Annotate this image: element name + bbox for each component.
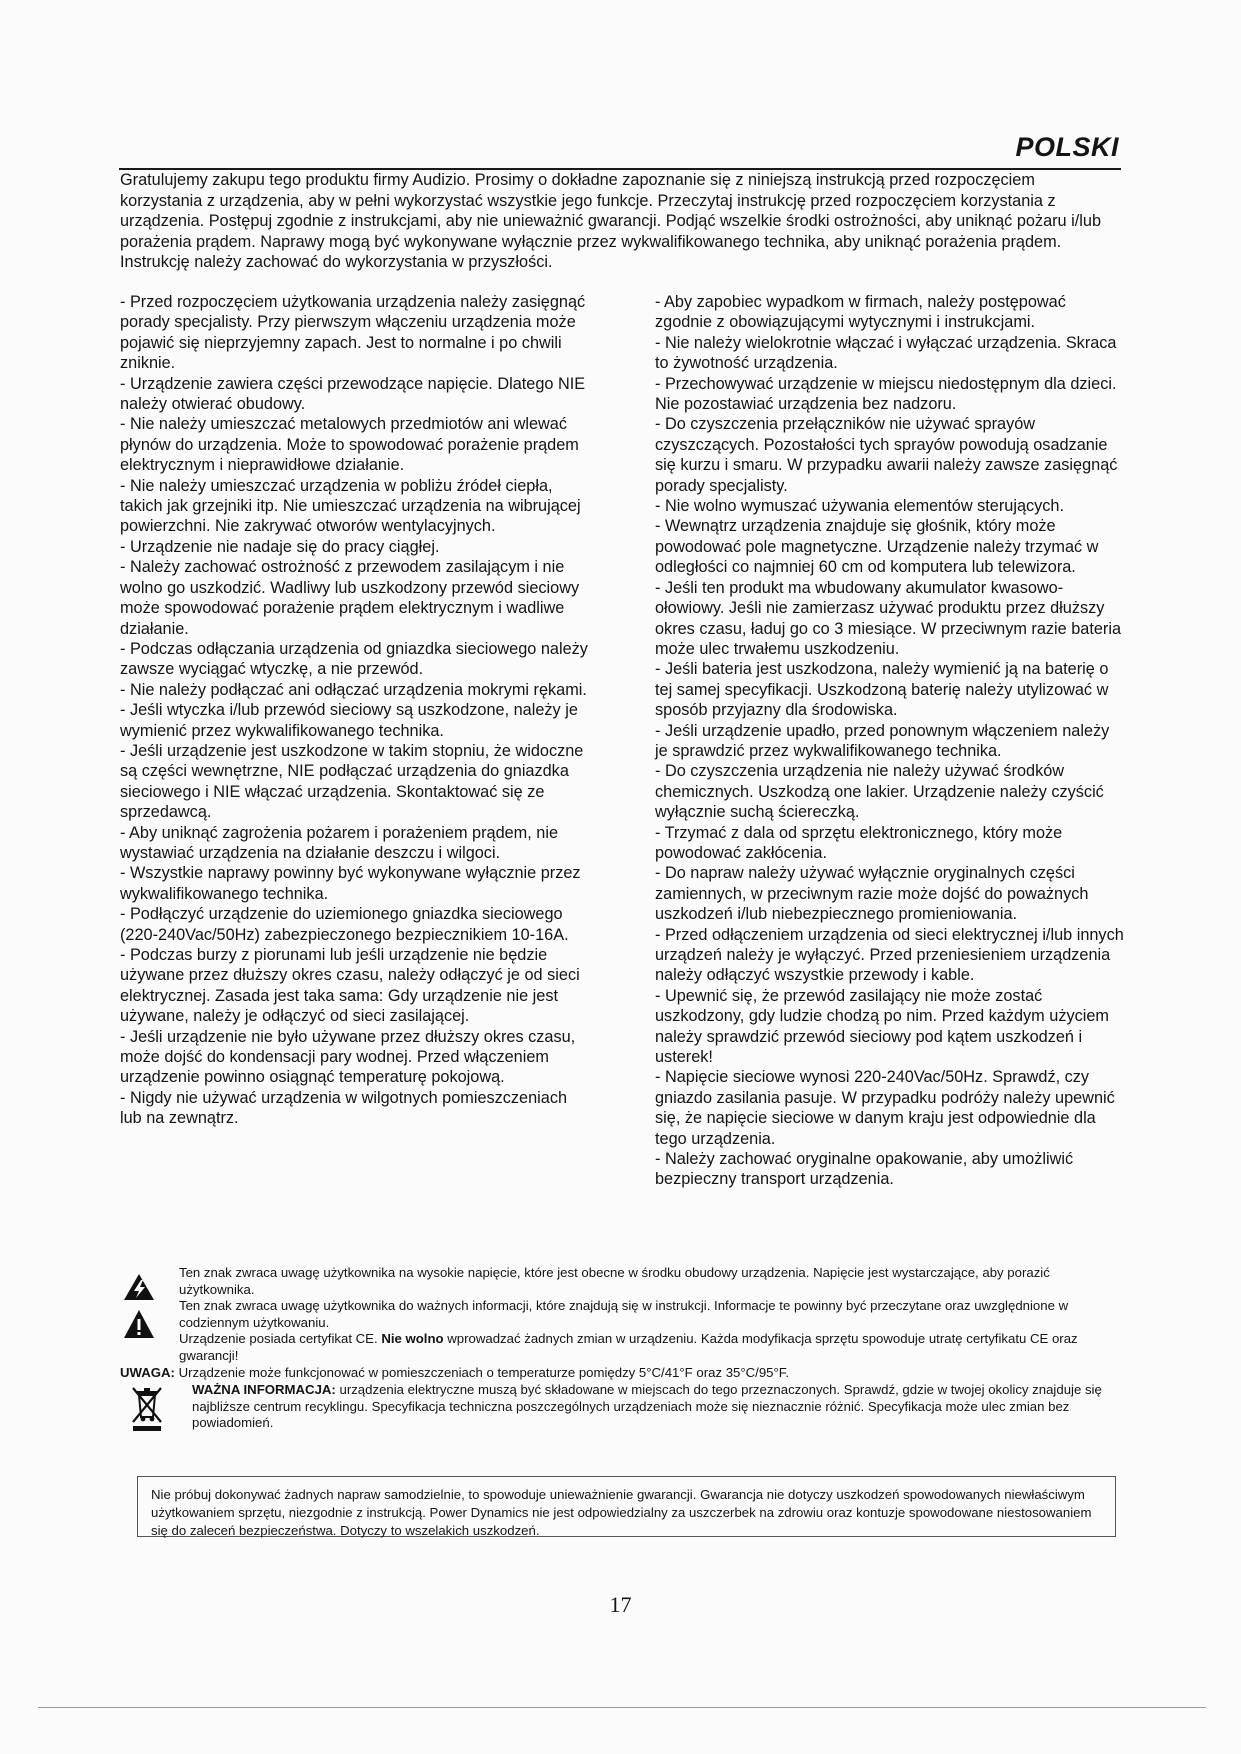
- safety-item: - Urządzenie nie nadaje się do pracy ciągłej.: [120, 537, 440, 556]
- safety-item: - Należy zachować oryginalne opakowanie, aby umożliwić bezpieczny transport urządzenia.: [655, 1150, 1074, 1189]
- warranty-disclaimer-box: Nie próbuj dokonywać żadnych napraw samodzielnie, to spowoduje unieważnienie gwarancji. Gwarancja nie dotyczy uszkodzeń spowodowanych niewłaściwym użytkowaniem sprzętu, niezgodnie z instrukcją. Power Dynamics nie jest odpowiedzialny za uszczerbek na zdrowiu oraz kontuzje spowodowane niestosowaniem się do zaleceń bezpieczeństwa. Dotyczy to wszelakich uszkodzeń.: [137, 1476, 1116, 1537]
- safety-item: - Aby uniknąć zagrożenia pożarem i porażeniem prądem, nie wystawiać urządzenia na działanie deszczu i wilgoci.: [120, 823, 559, 862]
- safety-item: - Nigdy nie używać urządzenia w wilgotnych pomieszczeniach lub na zewnątrz.: [120, 1088, 568, 1128]
- crossed-bin-icon: [130, 1384, 164, 1432]
- safety-column-right: [655, 292, 1125, 1190]
- safety-item: - Do napraw należy używać wyłącznie oryginalnych części zamiennych, w przeciwnym razie może dojść do poważnych uszkodzeń i/lub niebezpiecznego promieniowania.: [655, 864, 1089, 924]
- safety-item: - Napięcie sieciowe wynosi 220-240Vac/50Hz. Sprawdź, czy gniazdo zasilania pasuje. W przypadku podróży należy upewnić się, że napięcie sieciowe w danym kraju jest odpowiednie dla tego urządzenia.: [655, 1068, 1115, 1148]
- safety-item: - Jeśli wtyczka i/lub przewód sieciowy są uszkodzone, należy je wymienić przez wykwalifikowanego technika.: [120, 701, 578, 740]
- safety-column-left: [120, 292, 590, 1129]
- safety-item: - Nie należy umieszczać urządzenia w pobliżu źródeł ciepła, takich jak grzejniki itp. Nie umieszczać urządzenia na wibrującej powierzchni. Nie zakrywać otworów wentylacyjnych.: [120, 476, 581, 536]
- ce-notice: Urządzenie posiada certyfikat CE. Nie wolno wprowadzać żadnych zmian w urządzeniu. Każda modyfikacja sprzętu spowoduje utratę certyfikatu CE oraz gwarancji!: [179, 1331, 1078, 1363]
- safety-item: - Podłączyć urządzenie do uziemionego gniazdka sieciowego (220-240Vac/50Hz) zabezpieczonego bezpiecznikiem 10-16A.: [120, 905, 569, 944]
- high-voltage-warning-icon: [124, 1274, 154, 1300]
- safety-item: - Przed odłączeniem urządzenia od sieci elektrycznej i/lub innych urządzeń należy je wyłączyć. Przed przeniesieniem urządzenia należy odłączyć wszystkie przewody i kable.: [655, 925, 1124, 985]
- safety-item: - Przed rozpoczęciem użytkowania urządzenia należy zasięgnąć porady specjalisty. Przy pierwszym włączeniu urządzenia może pojawić się nieprzyjemny zapach. Jest to normalne i po chwili zniknie.: [120, 293, 586, 373]
- safety-item: - Jeśli bateria jest uszkodzona, należy wymienić ją na baterię o tej samej specyfikacji. Uszkodzoną baterię należy utylizować w sposób przyjazny dla środowiska.: [655, 660, 1109, 720]
- safety-item: - Do czyszczenia urządzenia nie należy używać środków chemicznych. Uszkodzą one lakier. Urządzenie należy czyścić wyłącznie suchą ściereczką.: [655, 762, 1104, 822]
- safety-item: - Nie wolno wymuszać używania elementów sterujących.: [655, 497, 1065, 516]
- safety-item: - Upewnić się, że przewód zasilający nie może zostać uszkodzony, gdy ludzie chodzą po nim. Przed każdym użyciem należy sprawdzić przewód sieciowy pod kątem uszkodzeń i usterek!: [655, 986, 1109, 1067]
- safety-item: - Nie należy umieszczać metalowych przedmiotów ani wlewać płynów do urządzenia. Może to spowodować porażenie prądem elektrycznym i nieprawidłowe działanie.: [120, 415, 579, 475]
- safety-item: - Podczas odłączania urządzenia od gniazdka sieciowego należy zawsze wyciągać wtyczkę, a nie przewód.: [120, 639, 588, 679]
- safety-item: - Trzymać z dala od sprzętu elektronicznego, który może powodować zakłócenia.: [655, 823, 1063, 862]
- language-heading: POLSKI: [1015, 132, 1119, 162]
- safety-item: - Nie należy podłączać ani odłączać urządzenia mokrymi rękami.: [120, 680, 587, 699]
- safety-item: - Aby zapobiec wypadkom w firmach, należy postępować zgodnie z obowiązującymi wytycznymi i instrukcjami.: [655, 293, 1066, 332]
- intro-paragraph: Gratulujemy zakupu tego produktu firmy Audizio. Prosimy o dokładne zapoznanie się z niniejszą instrukcją przed rozpoczęciem korzystania z urządzenia, aby w pełni wykorzystać wszystkie jego funkcje. Przeczytaj instrukcję przed rozpoczęciem korzystania z urządzenia. Postępuj zgodnie z instrukcjami, aby nie unieważnić gwarancji. Podjąć wszelkie środki ostrożności, aby uniknąć pożaru i/lub porażenia prądem. Naprawy mogą być wykonywane wyłącznie przez wykwalifikowanego technika, aby uniknąć porażenia prądem. Instrukcję należy zachować do wykorzystania w przyszłości.: [120, 171, 1101, 272]
- safety-item: - Należy zachować ostrożność z przewodem zasilającym i nie wolno go uszkodzić. Wadliwy lub uszkodzony przewód sieciowy może spowodować porażenie prądem elektrycznym i wadliwe działanie.: [120, 558, 580, 638]
- weee-text: WAŻNA INFORMACJA: urządzenia elektryczne muszą być składowane w miejscach do tego przeznaczonych. Sprawdź, gdzie w twojej okolicy znajduje się najbliższe centrum recyklingu. Specyfikacja techniczna poszczególnych urządzeniach może się nieznacznie różnić. Specyfikacja może ulec zmian bez powiadomień.: [192, 1382, 1102, 1431]
- safety-item: - Jeśli ten produkt ma wbudowany akumulator kwasowo-ołowiowy. Jeśli nie zamierzasz używać produktu przez dłuższy okres czasu, ładuj go co 3 miesiące. W przeciwnym razie bateria może ulec trwałemu uszkodzeniu.: [655, 578, 1122, 658]
- safety-item: - Przechowywać urządzenie w miejscu niedostępnym dla dzieci. Nie pozostawiać urządzenia bez nadzoru.: [655, 374, 1117, 414]
- safety-item: - Jeśli urządzenie nie było używane przez dłuższy okres czasu, może dojść do kondensacji pary wodnej. Przed włączeniem urządzenie powinno osiągnąć temperaturę pokojową.: [120, 1027, 576, 1087]
- high-voltage-notice: [120, 1265, 1121, 1298]
- safety-item: - Jeśli urządzenie jest uszkodzone w takim stopniu, że widoczne są części wewnętrzne, NIE podłączać urządzenia do gniazdka sieciowego i NIE włączać urządzenia. Skontaktować się ze sprzedawcą.: [120, 741, 584, 822]
- safety-item: - Do czyszczenia przełączników nie używać sprayów czyszczących. Pozostałości tych sprayów powodują osadzanie się kurzu i smaru. W przypadku awarii należy zawsze zasięgnąć porady specjalisty.: [655, 415, 1118, 495]
- safety-item: - Podczas burzy z piorunami lub jeśli urządzenie nie będzie używane przez dłuższy okres czasu, należy odłączyć je od sieci elektrycznej. Zasada jest taka sama: Gdy urządzenie nie jest używane, należy je odłączyć od sieci zasilającej.: [120, 946, 580, 1026]
- footer-divider: [38, 1707, 1206, 1708]
- safety-item: - Jeśli urządzenie upadło, przed ponownym włączeniem należy je sprawdzić przez wykwalifikowanego technika.: [655, 721, 1110, 760]
- page-number: 17: [609, 1592, 632, 1617]
- warning-notices: [120, 1265, 1121, 1432]
- safety-item: - Wewnątrz urządzenia znajduje się głośnik, który może powodować pole magnetyczne. Urządzenie należy trzymać w odległości co najmniej 60 cm od komputera lub telewizora.: [655, 517, 1099, 577]
- important-info-notice: [120, 1298, 1121, 1364]
- high-voltage-text: Ten znak zwraca uwagę użytkownika na wysokie napięcie, które jest obecne w środku obudowy urządzenia. Napięcie jest wystarczające, aby porazić użytkownika.: [179, 1265, 1050, 1297]
- exclamation-warning-icon: [124, 1310, 154, 1338]
- safety-item: - Wszystkie naprawy powinny być wykonywane wyłącznie przez wykwalifikowanego technika.: [120, 864, 581, 903]
- temperature-notice: UWAGA: Urządzenie może funkcjonować w pomieszczeniach o temperaturze pomiędzy 5°C/41°F oraz 35°C/95°F.: [120, 1364, 790, 1380]
- weee-notice: [120, 1382, 1121, 1432]
- safety-item: - Urządzenie zawiera części przewodzące napięcie. Dlatego NIE należy otwierać obudowy.: [120, 374, 586, 414]
- safety-item: - Nie należy wielokrotnie włączać i wyłączać urządzenia. Skraca to żywotność urządzenia.: [655, 333, 1117, 373]
- important-info-text: Ten znak zwraca uwagę użytkownika do ważnych informacji, które znajdują się w instrukcji. Informacje te powinny być przeczytane oraz uwzględnione w codziennym użytkowaniu.: [179, 1298, 1069, 1330]
